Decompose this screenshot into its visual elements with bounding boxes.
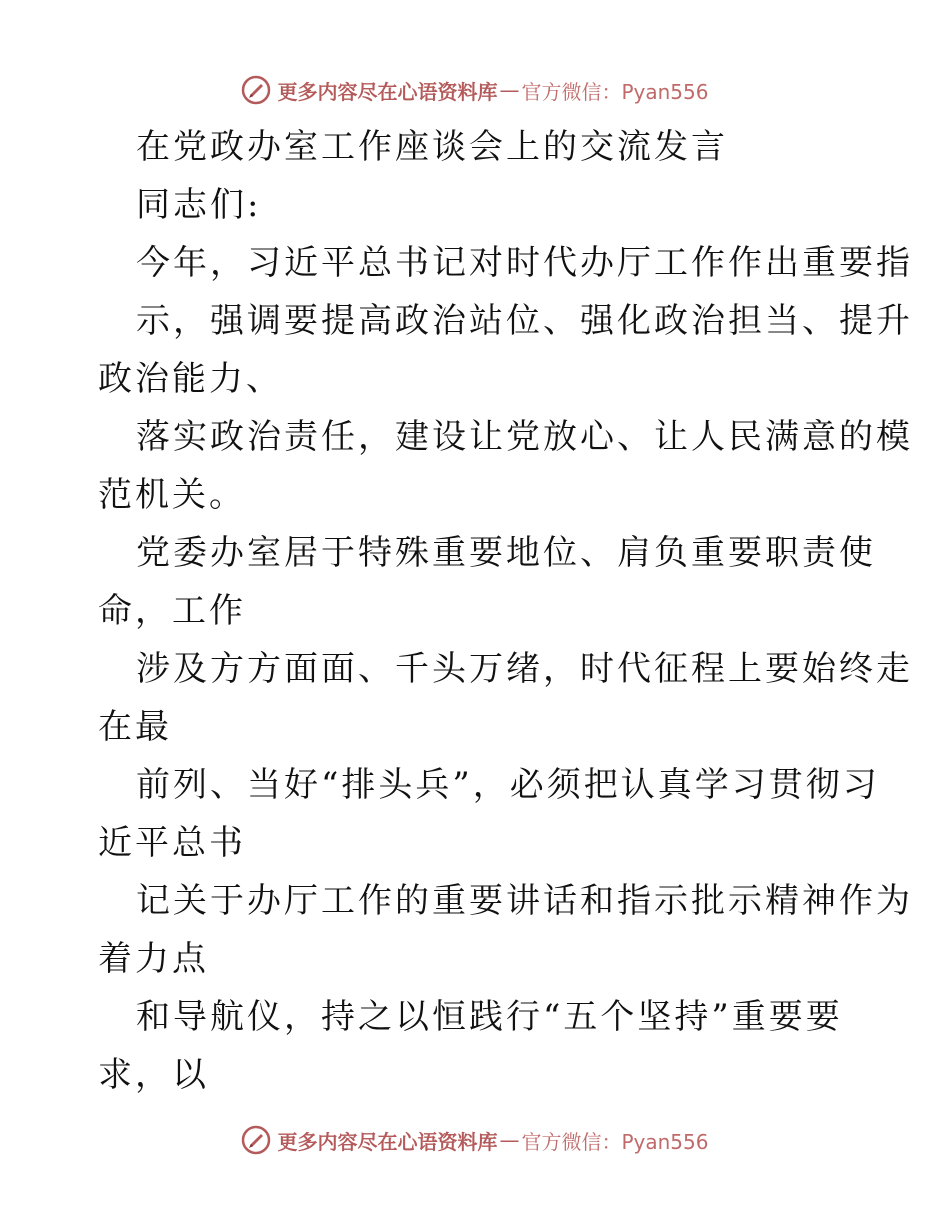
paragraph-line: 今年，习近平总书记对时代办厅工作作出重要指 [136,243,913,283]
paragraph-line: 着力点 [98,939,209,979]
paragraph-line: 范机关。 [98,475,246,515]
paragraph-line: 示，强调要提高政治站位、强化政治担当、提升 [136,301,913,341]
paragraph-line: 求，以 [98,1055,209,1095]
header-watermark [0,70,950,110]
pen-nib-logo-icon [241,75,271,105]
paragraph-line: 在最 [98,707,172,747]
paragraph-line: 命，工作 [98,591,246,631]
paragraph-line: 前列、当好“排头兵”，必须把认真学习贯彻习 [136,765,880,805]
paragraph-line: 政治能力、 [98,359,283,399]
paragraph-line: 党委办室居于特殊重要地位、肩负重要职责使 [136,533,876,573]
footer-watermark [0,1120,950,1160]
paragraph-line: 记关于办厅工作的重要讲话和指示批示精神作为 [136,881,913,921]
watermark-dash: — [499,1128,520,1152]
watermark-contact: 官方微信：Pyan556 [521,79,709,104]
watermark-main-text: 更多内容尽在心语资料库 [277,1129,498,1154]
document-title: 在党政办室工作座谈会上的交流发言 [136,127,728,167]
watermark-main-text: 更多内容尽在心语资料库 [277,79,498,104]
salutation: 同志们: [136,185,262,225]
paragraph-line: 落实政治责任，建设让党放心、让人民满意的模 [136,417,913,457]
paragraph-line: 和导航仪，持之以恒践行“五个坚持”重要要 [136,997,843,1037]
document-body [98,118,913,1104]
watermark-contact: 官方微信：Pyan556 [521,1129,709,1154]
paragraph-line: 涉及方方面面、千头万绪，时代征程上要始终走 [136,649,913,689]
paragraph-line: 近平总书 [98,823,246,863]
pen-nib-logo-icon [241,1125,271,1155]
watermark-dash: — [499,78,520,102]
